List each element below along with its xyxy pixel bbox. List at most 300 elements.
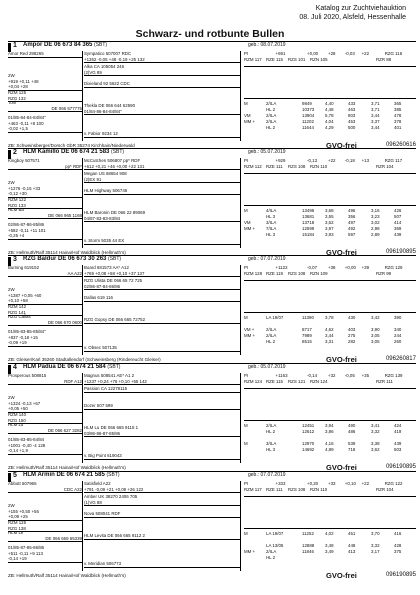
lactation-value: HL 3 [266, 447, 276, 452]
lactation-value: 7/ILA [266, 226, 277, 231]
breeding-value: -0,03 [344, 51, 355, 56]
breeding-value: +0,20 [307, 481, 319, 486]
dam-block [84, 103, 240, 115]
lactation-value: 282 [348, 339, 356, 344]
pedigree-text: RZM 125 [8, 90, 27, 95]
dam-column [84, 373, 240, 463]
breeding-value: PI [244, 481, 249, 486]
dam-block [84, 265, 240, 277]
lactation-value: 414 [394, 220, 402, 225]
performance-data [244, 51, 416, 141]
breeding-value: RZN 124 [310, 379, 328, 384]
lactation-value: 3,62 [325, 220, 334, 225]
lactation-value: 12970 [302, 441, 315, 446]
sire-block [8, 395, 82, 413]
birth-date: geb.: 05.07.2019 [248, 364, 286, 370]
section-rule [244, 312, 416, 313]
lactation-value: HL 2 [266, 339, 276, 344]
lactation-value: LA 13/05 [266, 543, 284, 548]
lactation-value: 4/ILA [266, 208, 277, 213]
pedigree-text: +1362 -0,05 +48 -0,19 +25 132 [84, 56, 145, 62]
lactation-value: 424 [394, 423, 402, 428]
pedigree-text: Magnus 508541 AE* A1 2 [84, 373, 135, 378]
lactation-value: 13904 [302, 113, 315, 118]
breeding-value: +0,00 [307, 51, 319, 56]
entry-number: 5 [13, 472, 17, 479]
lactation-value: 500 [348, 125, 356, 130]
lactation-value: 2/ILA [266, 113, 277, 118]
registration-number: 096190895 [385, 464, 416, 470]
lactation-value: 803 [348, 113, 356, 118]
gvo-frei-badge: GVO-frei [326, 141, 357, 150]
breeding-value: +32 [328, 373, 336, 378]
lactation-value: 3,31 [325, 339, 334, 344]
bull-name-id: HLM Armin DE 06 674 21 585 [23, 472, 105, 478]
pedigree-text: DE 066 577775 [51, 105, 82, 111]
pedigree-text: (1)VG 88 [84, 499, 102, 505]
breed-tag: (SBT) [107, 364, 121, 370]
dam-column [84, 158, 240, 248]
pedigree-text: Burning 619152 [8, 265, 40, 270]
breeding-value: RZE 115 [266, 57, 284, 62]
breed-tag: (SBT) [108, 256, 122, 262]
breeding-value: PI [244, 265, 249, 270]
pedigree-text: RDF A12 [64, 378, 82, 384]
lactation-value: 403 [348, 327, 356, 332]
lactation-value: 2/ILA [266, 423, 277, 428]
lactation-value: 3,90 [371, 327, 380, 332]
pedigree-text: Megan US 68654 908 [84, 171, 127, 176]
section-rule [244, 528, 416, 529]
pedigree [8, 265, 241, 355]
bull-name [23, 42, 107, 48]
sire-block [8, 481, 82, 493]
sire-block [8, 329, 82, 347]
lactation-value: 3,93 [325, 232, 334, 237]
dam-block [84, 453, 240, 460]
breeding-value: +333 [275, 481, 286, 486]
breeding-value: RZE 111 [266, 487, 283, 492]
lactation-value: 3,71 [371, 101, 380, 106]
lactation-value: 3,94 [325, 423, 334, 428]
breeding-value-row [244, 164, 416, 170]
lactation-value: 11252 [302, 531, 314, 536]
breeding-value: +13 [361, 158, 370, 163]
lactation-value: 3,86 [325, 429, 334, 434]
lactation-value: 507 [394, 214, 402, 219]
lactation-value: 416 [394, 531, 402, 536]
pedigree-text: HLM Baronin DE 066 22 89069 [84, 210, 146, 215]
performance-data [244, 158, 416, 248]
entry-footer [8, 571, 416, 582]
lactation-value: M [244, 101, 248, 106]
bull-entry [8, 41, 416, 156]
lactation-value: 497 [348, 220, 356, 225]
dam-block [84, 131, 240, 138]
pedigree-text: Nova 508041 RDF [84, 511, 121, 516]
lactation-value: 356 [348, 214, 356, 219]
lactation-row [244, 232, 416, 238]
lactation-value: 3,05 [371, 339, 380, 344]
sire-block [8, 530, 82, 542]
lactation-value: 3,41 [371, 423, 380, 428]
pedigree-text: RZG 133 [8, 202, 26, 208]
dam-block [84, 494, 240, 506]
breed-tag: (SBT) [106, 472, 120, 478]
dam-block [84, 278, 240, 290]
breeder: ZB: Hellmuth/Ralf 35114 Haina/Hof Waldblick (Hellmuth's) [8, 465, 126, 470]
lactation-value: 14692 [302, 447, 315, 452]
lactation-value: HL 3 [266, 232, 276, 237]
pedigree-text: +769 +0,08 +58 +0,10 +37 137 [84, 270, 145, 276]
pedigree-text: -0,14 +1,9 [8, 448, 28, 454]
lactation-value: 3,37 [371, 119, 380, 124]
lactation-value: 597 [348, 232, 356, 237]
breeding-value: RZM 117 [244, 57, 262, 62]
bull-name-id: HLM Kamillo DE 06 674 21 583 [23, 149, 110, 155]
dam-column [84, 265, 240, 355]
lactation-value: 490 [348, 423, 356, 428]
lactation-value: VM [244, 220, 251, 225]
breeding-value: RZM 112 [244, 164, 262, 169]
section-rule [244, 98, 416, 99]
performance-data [244, 373, 416, 463]
breeding-value-row [244, 57, 416, 63]
dam-block [84, 81, 240, 88]
lactation-value: 3,32 [371, 429, 380, 434]
pedigree-text: 01/85-83-85-85/84" [8, 329, 46, 334]
lactation-value: 2/ILA [266, 327, 277, 332]
entry-number: 4 [13, 364, 17, 371]
lactation-value: LA 19/07 [266, 315, 284, 320]
pedigree-text: RZM 140 [8, 412, 27, 417]
pedigree-text: -0,14 +19 [8, 556, 27, 562]
breeding-value: RZS 101 [288, 57, 306, 62]
dam-column [84, 481, 240, 571]
pedigree-text: +155 +0,50 +56 [8, 508, 39, 514]
lactation-value: 3,02 [371, 220, 380, 225]
breeding-value: RZS 108 [288, 164, 306, 169]
breeding-value: RZN 109 [310, 271, 328, 276]
lactation-value: 12451 [302, 423, 315, 428]
lactation-value: 492 [348, 226, 356, 231]
lactation-row [244, 447, 416, 453]
gvo-frei-badge: GVO-frei [326, 571, 357, 580]
pedigree-text: 2W [8, 395, 15, 400]
dam-block [84, 386, 240, 393]
breeding-value: -0,07 [307, 265, 318, 270]
dam-block [84, 51, 240, 63]
lactation-value: 3,68 [325, 208, 334, 213]
birth-date: geb.: 07.07.2019 [248, 256, 286, 262]
entry-number: 1 [13, 42, 17, 49]
dam-block [84, 158, 240, 170]
pedigree-text: RZG Ulista DE 066 65 72 725 [84, 278, 143, 283]
registration-number: 096190895 [385, 572, 416, 578]
lactation-value: 413 [348, 549, 356, 554]
pedigree-text: +0,09 +25 [8, 514, 28, 520]
sire-block [8, 158, 82, 170]
lactation-value: 7989 [302, 333, 312, 338]
breeding-value: RZG 116 [384, 51, 403, 56]
pedigree-text: Toni [8, 100, 17, 105]
lactation-value: LA 19/07 [266, 531, 284, 536]
lactation-value: 375 [394, 549, 402, 554]
dam-block [84, 345, 240, 352]
breeding-value: RZM 128 [244, 271, 263, 276]
lactation-value: 11846 [302, 549, 314, 554]
lactation-value: 11644 [302, 125, 314, 130]
pedigree-text: Dozer 507 599 [84, 403, 113, 408]
breeding-value: +0,00 [344, 265, 356, 270]
breeding-value: -0,13 [307, 158, 318, 163]
bull-entry [8, 255, 416, 370]
breeding-value: RZS 108 [288, 271, 306, 276]
lactation-value: 10373 [302, 107, 315, 112]
pedigree-text: -0,25 +4 [8, 233, 25, 239]
pedigree-text: (2)EX 91 [84, 176, 102, 182]
sire-block [8, 314, 82, 326]
lactation-value: 486 [348, 429, 356, 434]
sire-block [8, 73, 82, 91]
lactation-value: 3,42 [371, 315, 380, 320]
birth-date: geb.: 07.07.2019 [248, 472, 286, 478]
bull-name-id: HLM Padua DE 06 674 21 584 [23, 364, 106, 370]
lactation-value: 453 [348, 119, 356, 124]
registration-number: 096260817 [385, 356, 416, 362]
lactation-value: HL 2 [266, 429, 276, 434]
sire-block [8, 51, 82, 58]
lactation-value: 369 [394, 226, 402, 231]
lactation-value: 448 [348, 543, 356, 548]
pedigree [8, 481, 241, 571]
lactation-value: HL 3 [266, 214, 276, 219]
pedigree-text: Sympatico 507007 RDC [84, 51, 132, 56]
lactation-value: 13681 [302, 214, 315, 219]
breeding-value: -0,14 [307, 373, 318, 378]
pedigree-text: -0,02 +1,5 [8, 126, 28, 132]
lactation-value: HL 2 [266, 555, 276, 560]
breeding-value: RZR 111 [376, 379, 393, 384]
breeding-value: PI [244, 51, 249, 56]
lactation-value: MM + [244, 119, 256, 124]
lactation-value: 3,05 [371, 333, 380, 338]
breeding-value: PI [244, 158, 249, 163]
sire-block [8, 222, 82, 240]
section-rule [244, 205, 416, 206]
lactation-value: 4,40 [325, 101, 334, 106]
sire-column [8, 481, 83, 571]
pedigree-text: RZG Callas [8, 314, 31, 319]
birth-date: geb.: 08.07.2019 [248, 42, 286, 48]
pedigree-text: Dixieland 92 5622 CDC [84, 81, 130, 86]
dam-block [84, 188, 240, 195]
lactation-value: 8717 [302, 327, 312, 332]
breeder: ZB: Schweinsberger/Dorsch GbR 35274 Kirchhain/Niederwald [8, 143, 135, 148]
pedigree-text: McCutchen 506807 pp* RDF [84, 158, 141, 163]
bull-name [23, 149, 124, 155]
pedigree-text: +791 -0,09 +21 +0,09 +26 122 [84, 486, 144, 492]
lactation-value: 428 [394, 543, 402, 548]
sire-block [8, 265, 82, 277]
pedigree-text: DE 066 965 1168 [48, 212, 82, 218]
dam-block [84, 511, 240, 518]
breeding-value: +929 [275, 158, 286, 163]
pedigree-text: Dallas 619 116 [84, 295, 113, 300]
pedigree-text: Kingboy 507571 [8, 158, 40, 163]
pedigree-text: RZM 125 [8, 520, 27, 525]
breeding-value: RZE 111 [266, 164, 283, 169]
bull-name [23, 472, 120, 478]
pedigree-text: +1276 -0,15 +33 [8, 185, 41, 191]
pedigree [8, 373, 241, 463]
lactation-value: MM + [244, 549, 256, 554]
pedigree-text: +1324 -0,13 +67 [8, 400, 41, 406]
lactation-value: 718 [348, 447, 356, 452]
page-title: Schwarz- und rotbunte Bullen [135, 28, 285, 40]
registration-number: 096260616 [385, 142, 416, 148]
pedigree-text: v. Meridian 506773 [84, 561, 122, 566]
pedigree-text: Thekla DE 066 644 62590 [84, 103, 136, 108]
dam-block [84, 317, 240, 324]
lactation-value: M [244, 423, 248, 428]
sire-block [8, 437, 82, 455]
sire-block [8, 207, 82, 219]
breed-tag: (SBT) [111, 149, 125, 155]
pedigree-text: CDC A22 [63, 486, 82, 492]
performance-data [244, 265, 416, 355]
pedigree-text: 02/86-87-86-85/86 [8, 222, 45, 227]
pedigree-text: HLM Lu [8, 422, 24, 427]
pedigree-text: +0,04 +28 [8, 84, 28, 90]
breeding-value: RZN 110 [310, 164, 328, 169]
lactation-value: 13496 [302, 208, 315, 213]
dam-block [84, 64, 240, 76]
sire-block [8, 545, 82, 563]
pedigree-text: RZG 141 [8, 309, 26, 315]
pedigree-text: 03/86-86-87-85/86 [84, 430, 121, 436]
lactation-value: 433 [348, 101, 356, 106]
sire-block [8, 373, 82, 385]
breeding-value: +33 [328, 481, 336, 486]
section-rule [244, 173, 416, 174]
lactation-value: 365 [394, 101, 402, 106]
pedigree-text: Amor Red 298265 [8, 51, 44, 56]
dam-block [84, 295, 240, 302]
pedigree-text: +582 -0,11 +11 101 [8, 227, 46, 233]
pedigree-text: RZM 122 [8, 197, 27, 202]
breeder: ZB: Hellmuth/Ralf 35114 Haina/Hof Waldblick (Hellmuth's) [8, 573, 126, 578]
pedigree-text: 02/86-87-84-86/86 [84, 283, 121, 289]
lactation-value: M [244, 441, 248, 446]
lactation-value: 11202 [302, 119, 314, 124]
lactation-value: MM + [244, 226, 256, 231]
lactation-value: 3,97 [325, 226, 334, 231]
lactation-value: 3,71 [371, 107, 380, 112]
pedigree-text: 2W [8, 180, 15, 185]
lactation-value: 244 [394, 333, 402, 338]
sire-column [8, 373, 83, 463]
pedigree-text: +463 -0,11 +8 100 [8, 120, 44, 126]
lactation-row [244, 555, 416, 561]
breeding-value: +22 [361, 51, 370, 56]
lactation-value: VM [244, 113, 251, 118]
entry-number: 2 [13, 149, 17, 156]
breeding-value: +39 [361, 265, 370, 270]
pedigree-text: DE 066 627 3282 [47, 427, 82, 433]
pedigree-text: +1237 +0,24 +76 +0,10 +55 142 [84, 378, 147, 384]
breeding-value: RZG 122 [384, 481, 403, 486]
dam-block [84, 210, 240, 222]
breeding-value: -0,05 [344, 373, 355, 378]
lactation-value: 3,16 [371, 208, 380, 213]
lactation-value: 9849 [302, 101, 312, 106]
dam-column [84, 51, 240, 141]
lactation-value: VM + [244, 327, 255, 332]
lactation-value: 419 [394, 429, 402, 434]
pedigree-text: AA A22 [67, 270, 82, 276]
gvo-frei-badge: GVO-frei [326, 355, 357, 364]
pedigree-text: -0,09 +19 [8, 340, 27, 346]
pedigree-text: HLM Highway 506746 [84, 188, 128, 193]
lactation-value: 503 [394, 447, 402, 452]
lactation-value: 3,17 [371, 549, 380, 554]
lactation-value: 4,89 [325, 447, 334, 452]
pedigree-text: Passion CA 12278115 [84, 386, 128, 391]
pedigree-text: +1001 -0,40 -4 128 [8, 442, 46, 448]
lactation-value: 385 [394, 107, 402, 112]
dam-block [84, 425, 240, 437]
breeding-value: RZS 121 [288, 379, 306, 384]
breeding-value: +691 [275, 51, 286, 56]
pedigree-text: 01/85-84-84-84/84" [8, 115, 46, 120]
birth-date: geb.: 05.07.2019 [248, 149, 286, 155]
pedigree-text: pp* RDF [65, 163, 82, 169]
pedigree-text: RZG 138 [8, 525, 26, 531]
breeding-value: RZN 105 [310, 57, 328, 62]
lactation-value: 439 [394, 441, 402, 446]
sire-column [8, 265, 83, 355]
lactation-value: 2,98 [371, 226, 380, 231]
lactation-value: 4,02 [325, 531, 334, 536]
pedigree-text: +0,10 +58 [8, 298, 28, 304]
breeding-value: RZS 108 [288, 487, 306, 492]
breeding-value: +22 [361, 481, 370, 486]
sire-column [8, 158, 83, 248]
bull-entry [8, 148, 416, 263]
pedigree-text: HLM Levita DE 066 665 9112 2 [84, 533, 145, 538]
lactation-value: 378 [394, 119, 402, 124]
pedigree-text: RZM 142 [8, 304, 27, 309]
breeding-value: RZE 115 [266, 379, 284, 384]
dam-block [84, 561, 240, 568]
pedigree-text: Amber UK 38270 2406 705 [84, 494, 138, 499]
pedigree-text: 01/85-83-85-84/84 [8, 437, 45, 442]
lactation-value: 430 [348, 315, 356, 320]
breeder: ZB: Gleiser/Karl 35260 Stadtallendorf (Schweinsberg (Rindereucht Gleiser) [8, 357, 161, 362]
lactation-value: 2/ILA [266, 101, 277, 106]
breeding-value: RZM 124 [244, 379, 263, 384]
pedigree-text: +612 +0,21 +46 +0,00 +22 131 [84, 163, 145, 169]
lactation-value: 3,78 [325, 315, 334, 320]
lactation-value: 12599 [302, 226, 315, 231]
breed-tag: (SBT) [94, 42, 108, 48]
section-rule [244, 420, 416, 421]
registration-number: 096190895 [385, 249, 416, 255]
lactation-value: 5,78 [325, 113, 334, 118]
lactation-value: 463 [348, 107, 356, 112]
lactation-value: 12612 [302, 429, 315, 434]
